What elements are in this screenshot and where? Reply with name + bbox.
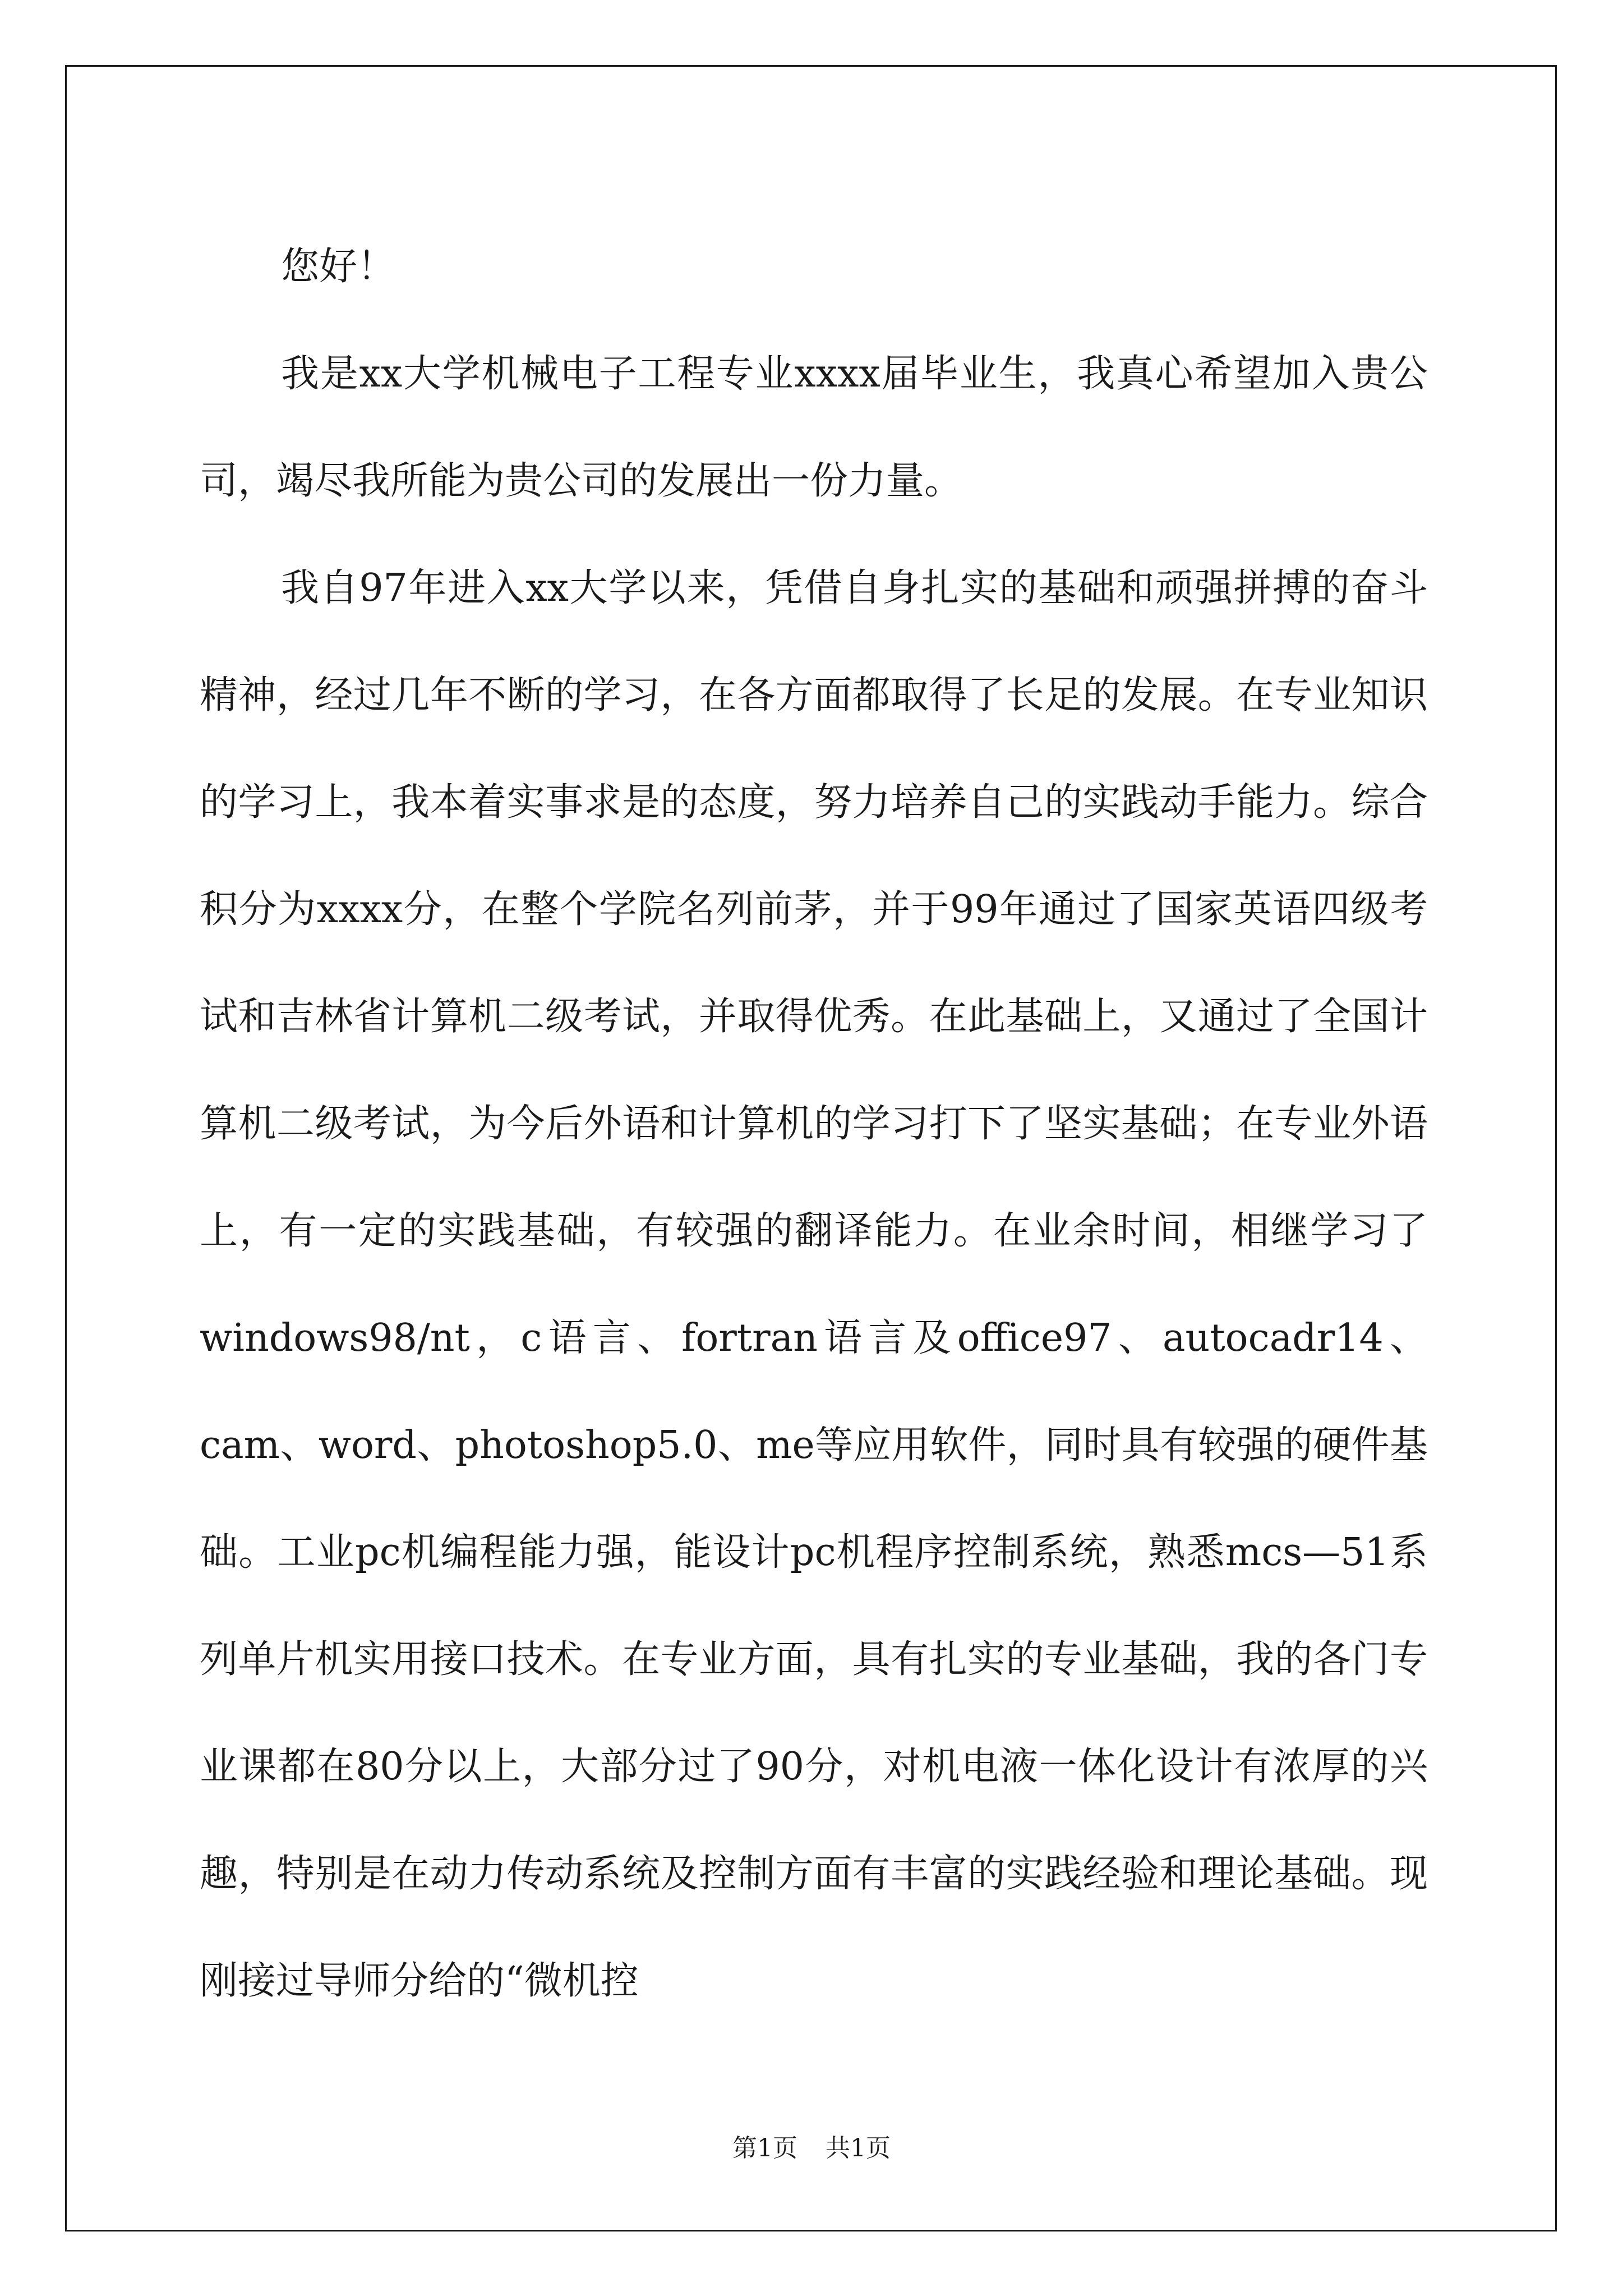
letter-body: [200, 213, 1428, 2035]
paragraph-experience: 我自97年进入xx大学以来，凭借自身扎实的基础和顽强拼搏的奋斗精神，经过几年不断的学习，在各方面都取得了长足的发展。在专业知识的学习上，我本着实事求是的态度，努力培养自己的实践动手能力。综合积分为xxxx分，在整个学院名列前茅，并于99年通过了国家英语四级考试和吉林省计算机二级考试，并取得优秀。在此基础上，又通过了全国计算机二级考试，为今后外语和计算机的学习打下了坚实基础；在专业外语上，有一定的实践基础，有较强的翻译能力。在业余时间，相继学习了windows98/nt，c语言、fortran语言及office97、autocadr14、cam、word、photoshop5.0、me等应用软件，同时具有较强的硬件基础。工业pc机编程能力强，能设计pc机程序控制系统，熟悉mcs—51系列单片机实用接口技术。在专业方面，具有扎实的专业基础，我的各门专业课都在80分以上，大部分过了90分，对机电液一体化设计有浓厚的兴趣，特别是在动力传动系统及控制方面有丰富的实践经验和理论基础。现刚接过导师分给的“微机控: [200, 566, 1428, 2003]
paragraph-intro: 我是xx大学机械电子工程专业xxxx届毕业生，我真心希望加入贵公司，竭尽我所能为贵公司的发展出一份力量。: [200, 352, 1428, 503]
page-footer: [0, 2132, 1623, 2165]
page-number-current: 第1页: [732, 2134, 797, 2162]
page-number-total: 共1页: [826, 2134, 891, 2162]
greeting: 您好！: [281, 245, 396, 289]
